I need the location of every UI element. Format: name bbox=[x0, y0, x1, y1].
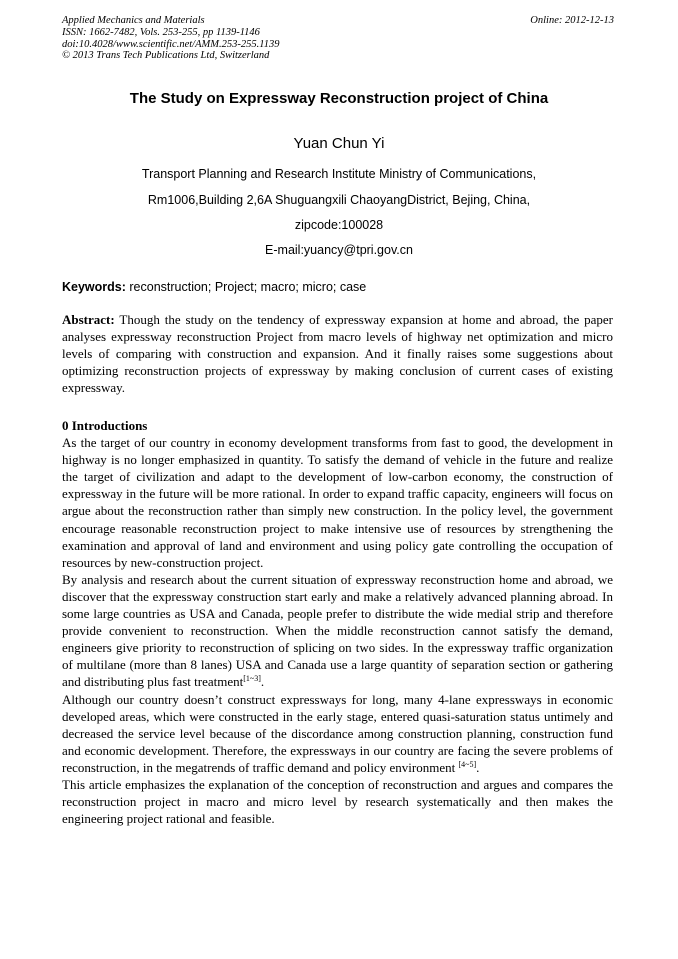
introduction-section bbox=[62, 417, 613, 827]
citation-1-3: [1~3] bbox=[243, 674, 261, 684]
doi-line: doi:10.4028/www.scientific.net/AMM.253-255.1139 bbox=[62, 38, 280, 50]
paragraph-2-end: . bbox=[260, 674, 265, 690]
paragraph-4: This article emphasizes the explanation of the conception of reconstruction and argues and compares the reconstruction project in macro and micro level by research systematically and then makes the engineering project rational and feasible. bbox=[62, 776, 613, 827]
keywords bbox=[62, 279, 622, 295]
issn-line: ISSN: 1662-7482, Vols. 253-255, pp 1139-1146 bbox=[62, 26, 260, 38]
affiliation-zipcode: zipcode:100028 bbox=[294, 218, 384, 232]
paragraph-3-text: Although our country doesn’t construct expressways for long, many 4-lane expressways in economic developed areas, which were constructed in the early stage, entered quasi-saturation status untimely and decreased the service level because of the discordance among construction planning, construction fund and economic development. Therefore, the expressways in our country are facing the severe problems of reconstruction, in the megatrends of traffic demand and policy environment bbox=[62, 691, 613, 775]
keywords-label: Keywords: bbox=[62, 280, 126, 294]
paper-title: The Study on Expressway Reconstruction project of China bbox=[129, 90, 549, 107]
journal-header bbox=[62, 15, 614, 62]
affiliation-line-1: Transport Planning and Research Institute Ministry of Communications, bbox=[141, 167, 537, 181]
paragraph-1: As the target of our country in economy development transforms from fast to good, the development in highway is no longer emphasized in quantity. To satisfy the demand of vehicle in the future and realize the target of civilization and adapt to the development of low-carbon economy, the construction of expressway in the future will be more rational. In order to expand traffic capacity, engineers will focus on argue about the reconstruction rather than simply new construction. In the policy level, the government encourage reasonable reconstruction project to make intensive use of resources by strengthening the examination and approval of land and environment and using policy gate controlling the occupation of resources by new-construction project. bbox=[62, 435, 613, 570]
affiliation-email: E-mail:yuancy@tpri.gov.cn bbox=[265, 243, 413, 257]
citation-4-5: [4~5] bbox=[458, 759, 477, 769]
abstract bbox=[62, 311, 613, 396]
copyright-line: © 2013 Trans Tech Publications Ltd, Switzerland bbox=[62, 50, 270, 62]
abstract-label: Abstract: bbox=[62, 312, 115, 327]
author-name: Yuan Chun Yi bbox=[293, 135, 385, 152]
keywords-text: reconstruction; Project; macro; micro; case bbox=[125, 280, 367, 294]
section-heading: 0 Introductions bbox=[62, 418, 148, 433]
paragraph-2-text: By analysis and research about the current situation of expressway reconstruction home and abroad, we discover that the expressway construction start early and make a relatively advanced planning abroad. In some large countries as USA and Canada, people prefer to distribute the wide medial strip and therefore provide convenient to reconstruction. When the middle reconstruction cannot satisfy the demand, engineers give priority to reconstruction of splicing on two sides. In the expressway traffic organization of multilane (more than 8 lanes) USA and Canada use a large quantity of separation section or gathering and distributing plus fast treatment bbox=[62, 571, 613, 690]
abstract-text: Though the study on the tendency of expressway expansion at home and abroad, the paper analyses expressway reconstruction Project from macro levels of highway net optimization and micro levels of comparing with construction and expansion. And it finally raises some suggestions about optimizing reconstruction projects of expressway by making conclusion of current cases of existing expressway. bbox=[62, 312, 613, 396]
journal-name: Applied Mechanics and Materials bbox=[62, 15, 205, 26]
online-date: Online: 2012-12-13 bbox=[530, 15, 614, 26]
paragraph-2 bbox=[62, 571, 613, 691]
affiliation-line-2: Rm1006,Building 2,6A Shuguangxili ChaoyangDistrict, Bejing, China, bbox=[147, 193, 531, 207]
paragraph-3-end: . bbox=[476, 759, 480, 775]
paragraph-3 bbox=[62, 691, 613, 776]
